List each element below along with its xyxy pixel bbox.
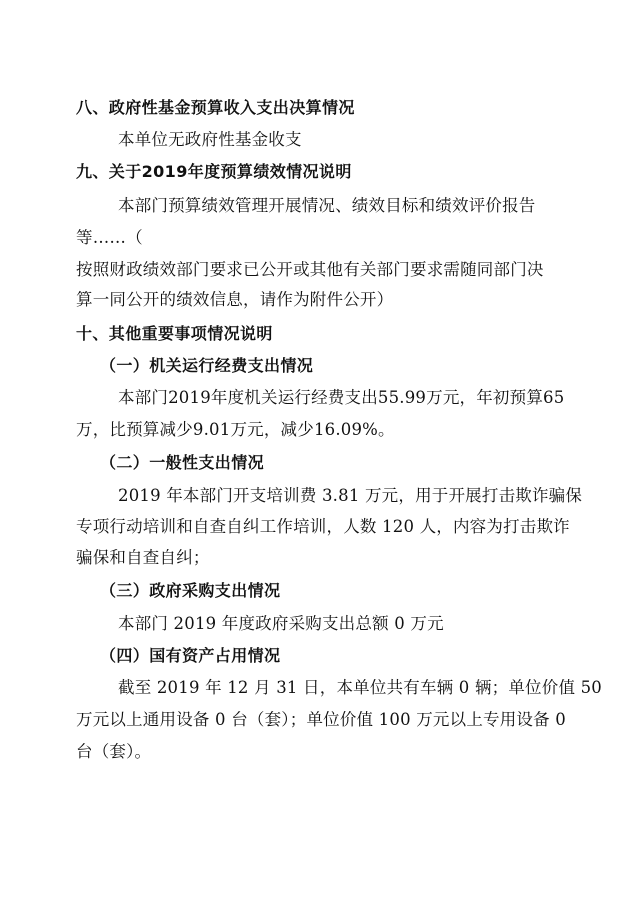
subsection-2-line-2: 专项行动培训和自查自纠工作培训，人数 120 人，内容为打击欺诈 [76, 517, 570, 536]
section-9-line-3: 按照财政绩效部门要求已公开或其他有关部门要求需随同部门决 [76, 260, 544, 279]
subsection-2-line-3: 骗保和自查自纠； [76, 548, 210, 567]
section-8-heading: 八、政府性基金预算收入支出决算情况 [76, 98, 355, 117]
subsection-4-heading: （四）国有资产占用情况 [100, 646, 281, 665]
subsection-3-text: 本部门 2019 年度政府采购支出总额 0 万元 [118, 614, 444, 633]
section-9-heading: 九、关于2019年度预算绩效情况说明 [76, 162, 352, 181]
section-9-line-2: 等……（ [76, 228, 143, 247]
section-9-line-1: 本部门预算绩效管理开展情况、绩效目标和绩效评价报告 [118, 196, 536, 215]
subsection-4-line-3: 台（套）。 [76, 742, 152, 761]
subsection-1-line-2: 万，比预算减少9.01万元，减少16.09%。 [76, 420, 395, 439]
subsection-1-line-1: 本部门2019年度机关运行经费支出55.99万元，年初预算65 [118, 388, 565, 407]
subsection-3-heading: （三）政府采购支出情况 [100, 581, 281, 600]
section-9-line-4: 算一同公开的绩效信息，请作为附件公开） [76, 290, 394, 309]
section-8-text: 本单位无政府性基金收支 [118, 130, 302, 149]
section-10-heading: 十、其他重要事项情况说明 [76, 324, 273, 343]
subsection-2-heading: （二）一般性支出情况 [100, 453, 265, 472]
subsection-4-line-2: 万元以上通用设备 0 台（套）；单位价值 100 万元以上专用设备 0 [76, 710, 566, 729]
subsection-4-line-1: 截至 2019 年 12 月 31 日，本单位共有车辆 0 辆；单位价值 50 [118, 678, 602, 697]
subsection-1-heading: （一）机关运行经费支出情况 [100, 356, 314, 375]
subsection-2-line-1: 2019 年本部门开支培训费 3.81 万元，用于开展打击欺诈骗保 [118, 486, 583, 505]
